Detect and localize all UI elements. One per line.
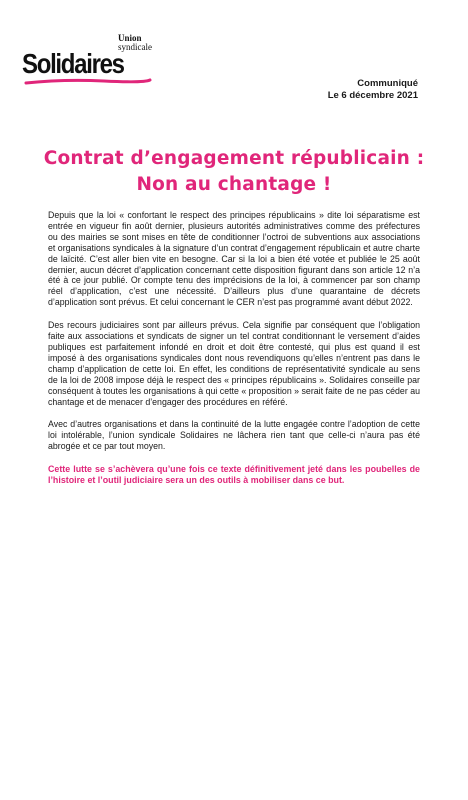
communique-header (328, 78, 418, 102)
paragraph: Depuis que la loi « confortant le respect des principes républicains » dite loi séparatisme est entrée en vigueur fin août dernier, plusieurs autorités administratives comme des préfectures ou des mairies se sont mises en tête de conditionner l’octroi de subventions aux associations et organisations syndicales à la signature d’un contrat d’engagement républicain et autre charte de laïcité. C’est aller bien vite en besogne. Car si la loi a bien été votée et publiée le 25 août dernier, aucun décret d’application concernant cette disposition figurant dans son article 12 n’a été à ce jour publié. Or compte tenu des imprécisions de la loi, à commencer par son champ réel d’application, c’est une nécessité. D’ailleurs plus d’une quarantaine de décrets d’application sont prévus. Et celui concernant le CER n’est pas programmé avant début 2022. (48, 210, 420, 308)
article-body (48, 210, 420, 498)
page-title (0, 146, 468, 198)
paragraph: Des recours judiciaires sont par ailleurs prévus. Cela signifie par conséquent que l’obligation faite aux associations et syndicats de signer un tel contrat conditionnant le versement d’aides publiques est parfaitement infondé en droit et doit être contesté, qui plus est quand il est imposé à des organisations syndicales dont nous revendiquons qu’elles n’entrent pas dans le champ d’application de cette loi. En effet, les conditions de représentativité syndicale au sens de la loi de 2008 impose déjà le respect des « principes républicains ». Solidaires conseille par conséquent à toutes les organisations à qui cette « proposition » serait faite de ne pas céder au chantage et de menacer d’engager des procédures en référé. (48, 320, 420, 407)
communique-date: Le 6 décembre 2021 (327, 90, 418, 101)
title-line-1: Contrat d’engagement républicain : (43, 148, 425, 169)
solidaires-logo (22, 34, 162, 86)
highlight-paragraph: Cette lutte se s’achèvera qu’une fois ce texte définitivement jeté dans les poubelles de l’histoire et l’outil judiciaire sera un des outils à mobiliser dans ce but. (48, 464, 420, 486)
logo-syndicale-text: syndicale (118, 42, 152, 52)
logo-union-text: Union (118, 33, 142, 43)
logo-swoosh-icon (24, 78, 152, 86)
logo-solidaires-text: Solidaires (22, 48, 124, 80)
title-line-2: Non au chantage ! (136, 174, 332, 195)
paragraph: Avec d’autres organisations et dans la continuité de la lutte engagée contre l’adoption de cette loi intolérable, l’union syndicale Solidaires ne lâchera rien tant que celle-ci n’aura pas été abrogée et ce par tout moyen. (48, 419, 420, 452)
communique-label: Communiqué (357, 78, 418, 89)
